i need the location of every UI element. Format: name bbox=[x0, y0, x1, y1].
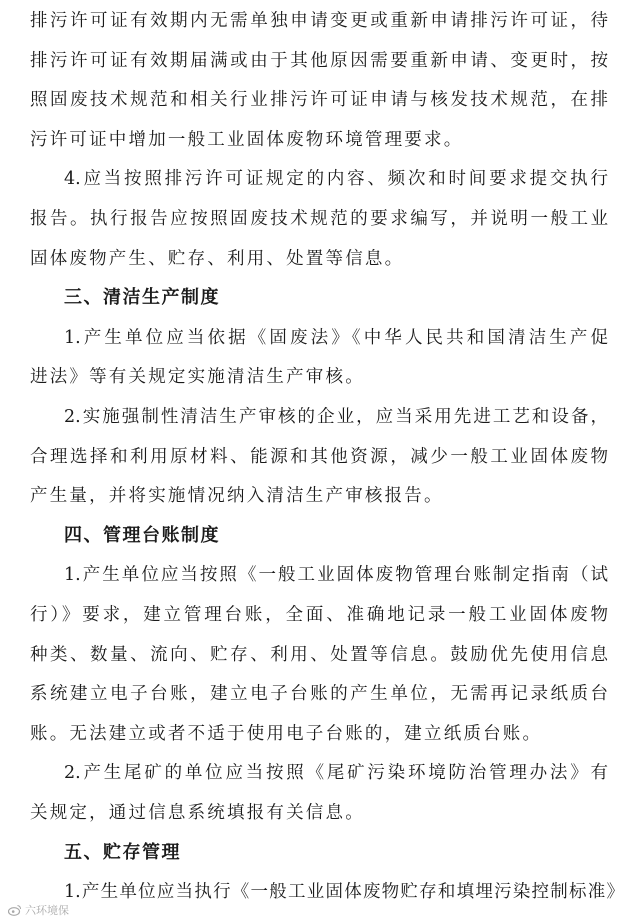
watermark-text: 六环境保 bbox=[25, 904, 69, 917]
watermark bbox=[8, 902, 69, 918]
paragraph-line: 合理选择和利用原材料、能源和其他资源，减少一般工业固体废物 bbox=[30, 447, 608, 467]
paragraph-line: 2.实施强制性清洁生产审核的企业，应当采用先进工艺和设备， bbox=[64, 407, 608, 427]
paragraph-line: 种类、数量、流向、贮存、利用、处置等信息。鼓励优先使用信息 bbox=[30, 645, 608, 665]
section-heading: 三、清洁生产制度 bbox=[64, 287, 220, 308]
paragraph-line: 系统建立电子台账，建立电子台账的产生单位，无需再记录纸质台 bbox=[30, 684, 608, 704]
paragraph-line: 关规定，通过信息系统填报有关信息。 bbox=[30, 803, 365, 823]
section-heading: 五、贮存管理 bbox=[64, 842, 181, 863]
paragraph-line: 报告。执行报告应按照固废技术规范的要求编写，并说明一般工业 bbox=[30, 209, 608, 229]
paragraph-line: 1.产生单位应当执行《一般工业固体废物贮存和填埋污染控制标准》 bbox=[64, 882, 624, 902]
paragraph-line: 排污许可证有效期内无需单独申请变更或重新申请排污许可证，待 bbox=[30, 11, 608, 31]
paragraph-line: 污许可证中增加一般工业固体废物环境管理要求。 bbox=[30, 130, 464, 150]
paragraph-line: 产生量，并将实施情况纳入清洁生产审核报告。 bbox=[30, 486, 444, 506]
paragraph-line: 2.产生尾矿的单位应当按照《尾矿污染环境防治管理办法》有 bbox=[64, 763, 608, 783]
paragraph-line: 1.产生单位应当依据《固废法》《中华人民共和国清洁生产促 bbox=[64, 328, 608, 348]
paragraph-line: 进法》等有关规定实施清洁生产审核。 bbox=[30, 367, 365, 387]
paragraph-line: 固体废物产生、贮存、利用、处置等信息。 bbox=[30, 249, 405, 269]
paragraph-line: 1.产生单位应当按照《一般工业固体废物管理台账制定指南（试 bbox=[64, 565, 608, 585]
paragraph-line: 排污许可证有效期届满或由于其他原因需要重新申请、变更时，按 bbox=[30, 51, 608, 71]
section-heading: 四、管理台账制度 bbox=[64, 525, 220, 546]
paragraph-line: 账。无法建立或者不适于使用电子台账的，建立纸质台账。 bbox=[30, 724, 543, 744]
paragraph-line: 照固废技术规范和相关行业排污许可证申请与核发技术规范，在排 bbox=[30, 90, 608, 110]
weibo-logo-icon bbox=[8, 904, 22, 916]
paragraph-line: 4.应当按照排污许可证规定的内容、频次和时间要求提交执行 bbox=[64, 169, 608, 189]
paragraph-line: 行）》要求，建立管理台账，全面、准确地记录一般工业固体废物 bbox=[30, 605, 608, 625]
